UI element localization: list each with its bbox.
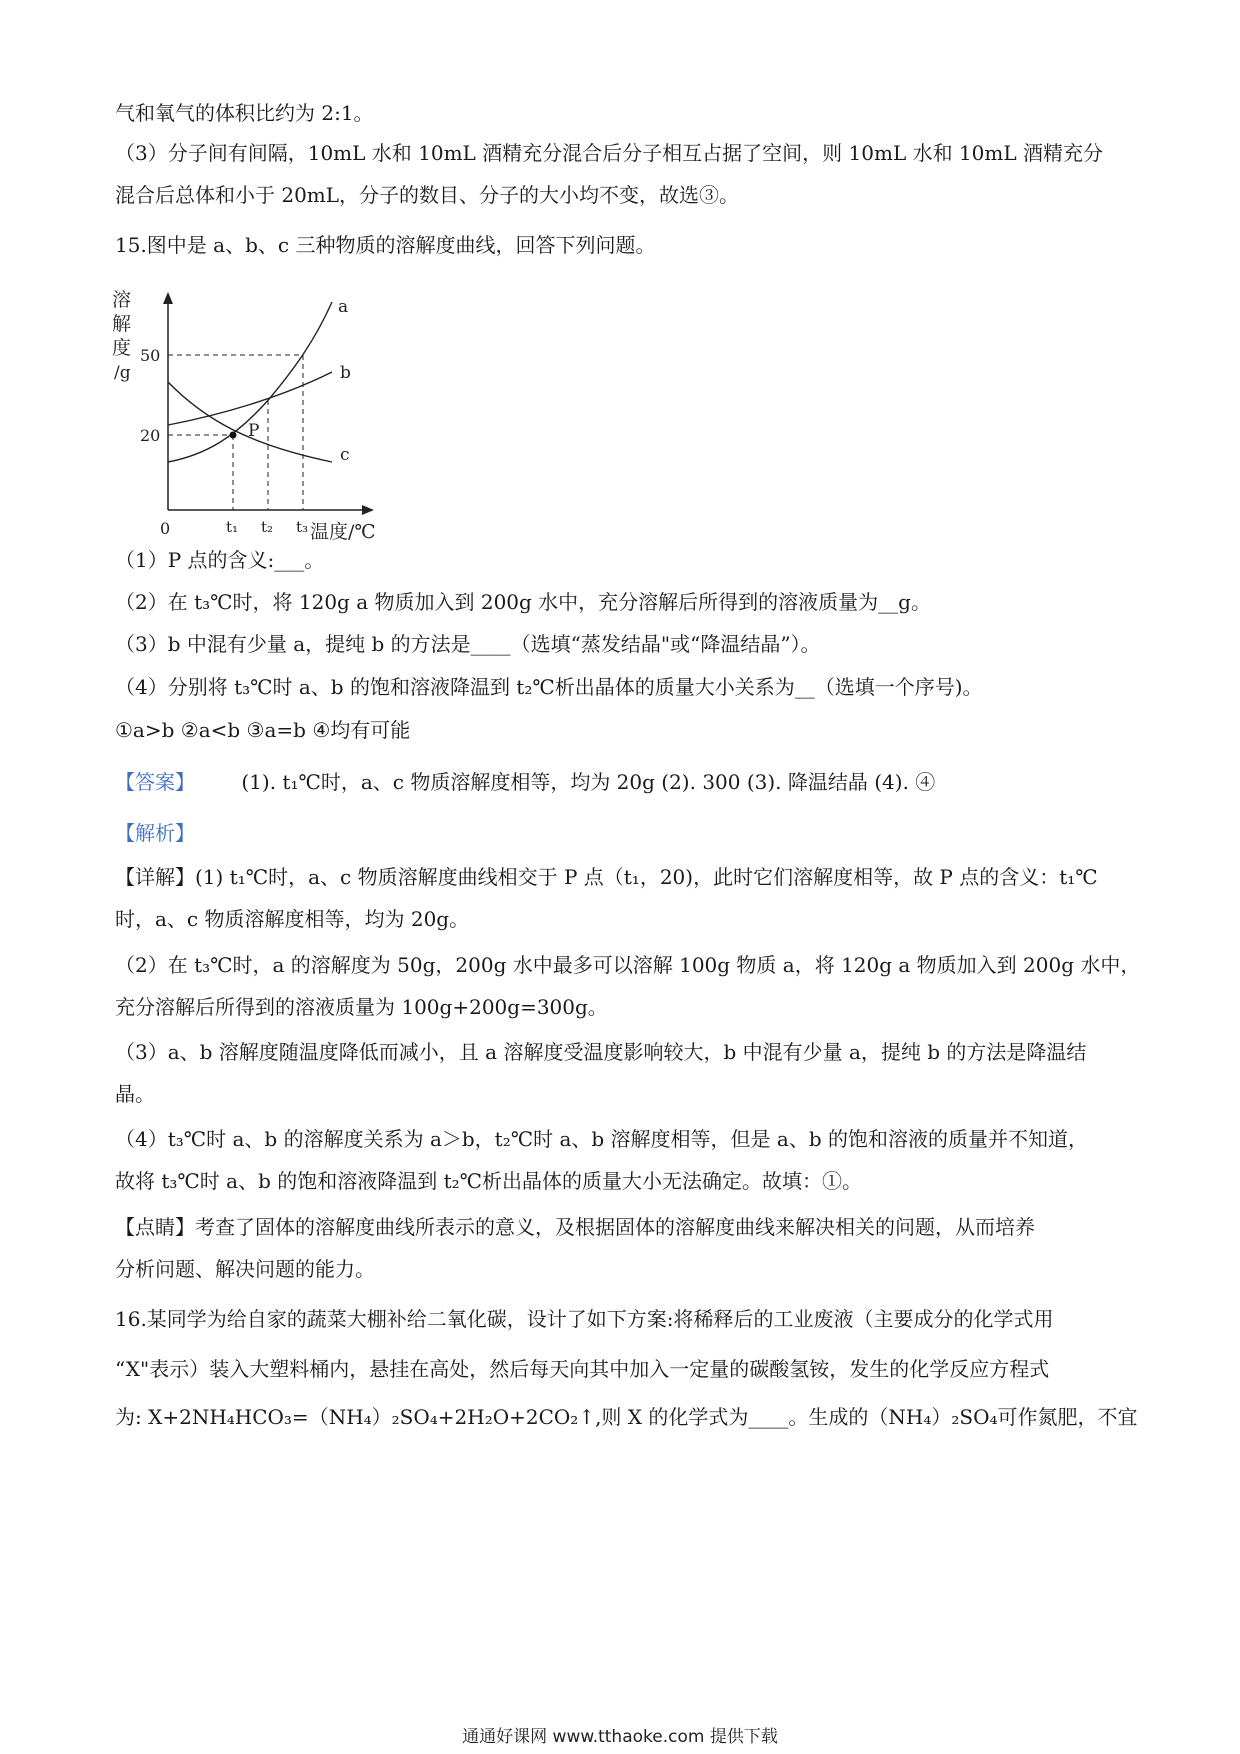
question-15-options: ①a>b ②a<b ③a=b ④均有可能 bbox=[115, 718, 411, 742]
detail-text: 充分溶解后所得到的溶液质量为 100g+200g=300g。 bbox=[115, 995, 608, 1019]
question-15-part-3: （3）b 中混有少量 a，提纯 b 的方法是____（选填“蒸发结晶"或“降温结晶”）。 bbox=[115, 632, 821, 656]
analysis-label: 【解析】 bbox=[115, 821, 195, 845]
point-label-p: P bbox=[248, 421, 260, 441]
detail-text: 晶。 bbox=[115, 1082, 155, 1106]
y-label-char-2: 解 bbox=[112, 313, 132, 335]
detail-text: （3）a、b 溶解度随温度降低而减小，且 a 溶解度受温度影响较大，b 中混有少量 a，提纯 b 的方法是降温结 bbox=[115, 1040, 1087, 1064]
x-tick-t3: t₃ bbox=[296, 518, 309, 536]
answer-row bbox=[115, 767, 1125, 797]
x-tick-t2: t₂ bbox=[261, 518, 274, 536]
point-p bbox=[230, 432, 237, 439]
question-16-text: “X"表示）装入大塑料桶内，悬挂在高处，然后每天向其中加入一定量的碳酸氢铵，发生的化学反应方程式 bbox=[115, 1357, 1050, 1381]
detail-text: 故将 t₃℃时 a、b 的饱和溶液降温到 t₂℃析出晶体的质量大小无法确定。故填：①。 bbox=[115, 1169, 863, 1193]
comment-text: 【点睛】考查了固体的溶解度曲线所表示的意义，及根据固体的溶解度曲线来解决相关的问题，从而培养 bbox=[115, 1215, 1035, 1239]
y-label-char-1: 溶 bbox=[112, 289, 132, 311]
comment-text: 分析问题、解决问题的能力。 bbox=[115, 1257, 375, 1281]
x-axis-label: 温度/℃ bbox=[310, 521, 376, 540]
question-16-text: 为: X+2NH₄HCO₃=（NH₄）₂SO₄+2H₂O+2CO₂↑,则 X 的化学式为____。生成的（NH₄）₂SO₄可作氮肥，不宜 bbox=[115, 1405, 1138, 1429]
y-label-char-4: /g bbox=[114, 363, 131, 383]
detail-text: 【详解】(1) t₁℃时，a、c 物质溶解度曲线相交于 P 点（t₁，20)，此时它们溶解度相等，故 P 点的含义：t₁℃ bbox=[115, 865, 1098, 889]
question-16-text: 16.某同学为给自家的蔬菜大棚补给二氧化碳，设计了如下方案:将稀释后的工业废液（主要成分的化学式用 bbox=[115, 1307, 1054, 1331]
answer-label: 【答案】 bbox=[115, 770, 195, 794]
detail-text: （2）在 t₃℃时，a 的溶解度为 50g，200g 水中最多可以溶解 100g 物质 a，将 120g a 物质加入到 200g 水中， bbox=[115, 953, 1141, 977]
curve-label-c: c bbox=[340, 445, 350, 465]
detail-text: 时，a、c 物质溶解度相等，均为 20g。 bbox=[115, 907, 470, 931]
question-15-part-2: （2）在 t₃℃时，将 120g a 物质加入到 200g 水中，充分溶解后所得到的溶液质量为__g。 bbox=[115, 590, 931, 614]
y-tick-20: 20 bbox=[140, 426, 161, 445]
x-tick-t1: t₁ bbox=[226, 518, 239, 536]
footer-text: 通通好课网 www.tthaoke.com 提供下载 bbox=[462, 1727, 778, 1747]
answer-text: (1). t₁℃时，a、c 物质溶解度相等，均为 20g (2). 300 (3). 降温结晶 (4). ④ bbox=[241, 770, 936, 794]
text-line: （3）分子间有间隔，10mL 水和 10mL 酒精充分混合后分子相互占据了空间，则 10mL 水和 10mL 酒精充分 bbox=[115, 141, 1104, 165]
text-line: 混合后总体和小于 20mL，分子的数目、分子的大小均不变，故选③。 bbox=[115, 183, 740, 207]
x-axis-arrow bbox=[362, 505, 374, 515]
curve-label-a: a bbox=[338, 297, 349, 317]
question-15-part-4: （4）分别将 t₃℃时 a、b 的饱和溶液降温到 t₂℃析出晶体的质量大小关系为__（选填一个序号)。 bbox=[115, 675, 983, 699]
solubility-curve-figure bbox=[110, 280, 410, 540]
curve-label-b: b bbox=[340, 363, 351, 383]
question-15-stem: 15.图中是 a、b、c 三种物质的溶解度曲线，回答下列问题。 bbox=[115, 233, 656, 257]
y-label-char-3: 度 bbox=[112, 337, 132, 359]
origin-label: 0 bbox=[160, 519, 171, 538]
question-15-part-1: （1）P 点的含义:___。 bbox=[115, 548, 325, 572]
y-tick-50: 50 bbox=[140, 346, 161, 365]
detail-text: （4）t₃℃时 a、b 的溶解度关系为 a＞b，t₂℃时 a、b 溶解度相等，但是 a、b 的饱和溶液的质量并不知道， bbox=[115, 1127, 1088, 1151]
y-axis-arrow bbox=[163, 292, 173, 304]
text-line: 气和氧气的体积比约为 2:1。 bbox=[115, 101, 374, 125]
curve-b bbox=[168, 372, 332, 425]
